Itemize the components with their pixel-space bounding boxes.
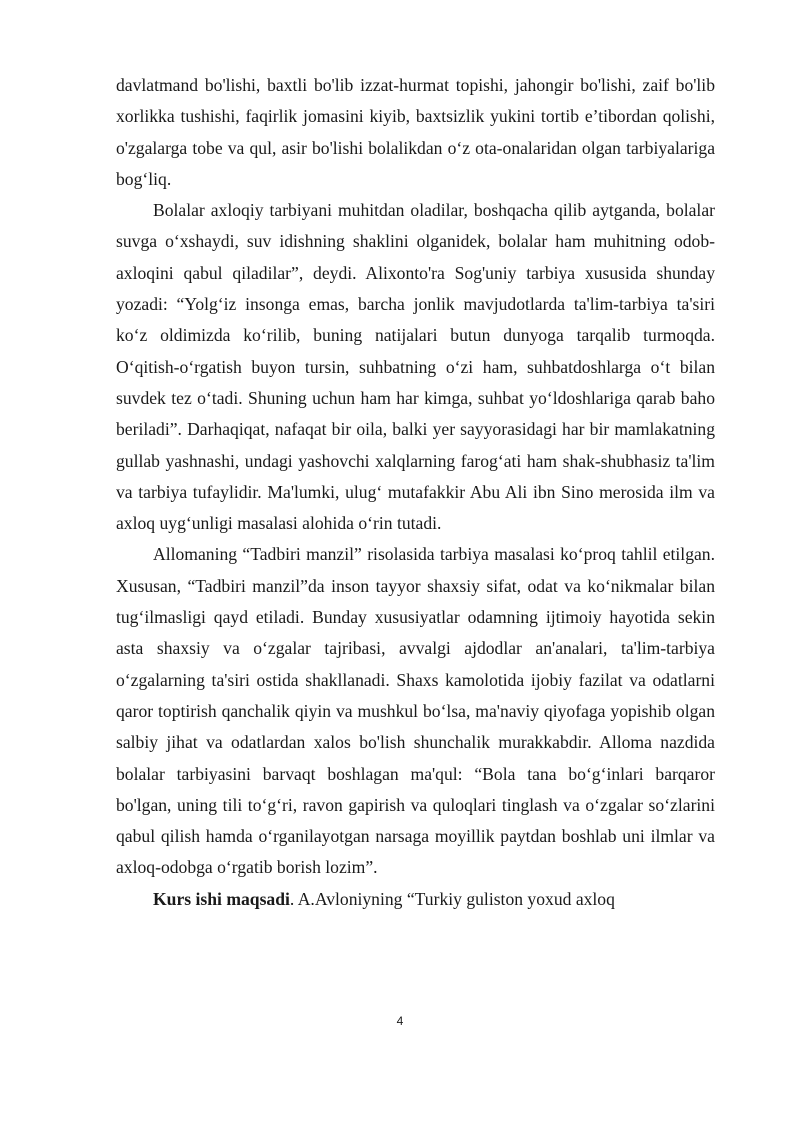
paragraph-tadbiri-manzil: Allomaning “Tadbiri manzil” risolasida tarbiya masalasi ko‘proq tahlil etilgan. Xususan, “Tadbiri manzil”da inson tayyor shaxsiy sifat, odat va ko‘nikmalar bilan tug‘ilmasligi qayd etiladi. Bunday xususiyatlar odamning ijtimoiy hayotida sekin asta shaxsiy va o‘zgalar tajribasi, avvalgi ajdodlar an'analari, ta'lim-tarbiya o‘zgalarning ta'siri ostida shakllanadi. Shaxs kamolotida ijobiy fazilat va odatlarni qaror toptirish qanchalik qiyin va mushkul bo‘lsa, ma'naviy qiyofaga yopishib olgan salbiy jihat va odatlardan xalos bo'lish shunchalik murakkabdir. Alloma nazdida bolalar tarbiyasini barvaqt boshlagan ma'qul: “Bola tana bo‘g‘inlari barqaror bo'lgan, uning tili to‘g‘ri, ravon gapirish va quloqlari tinglash va o‘zgalar so‘zlarini qabul qilish hamda o‘rganilayotgan narsaga moyillik paytdan boshlab uni ilmlar va axloq-odobga o‘rgatib borish lozim”. xyxy=(116,544,715,878)
paragraph-continuation: davlatmand bo'lishi, baxtli bo'lib izzat-hurmat topishi, jahongir bo'lishi, zaif bo'lib xorlikka tushishi, faqirlik jomasini kiyib, baxtsizlik yukini tortib e’tibordan qolishi, o'zgalarga tobe va qul, asir bo'lishi bolalikdan o‘z ota-onalaridan olgan tarbiyalariga bog‘liq. xyxy=(116,75,715,189)
page-number: 4 xyxy=(396,1014,404,1028)
paragraph-kurs-ishi-maqsadi xyxy=(116,884,715,915)
body-text xyxy=(116,70,715,915)
paragraph-axloqiy-tarbiya: Bolalar axloqiy tarbiyani muhitdan oladilar, boshqacha qilib aytganda, bolalar suvga o‘xshaydi, suv idishning shaklini olganidek, bolalar ham muhitning odob-axloqini qabul qiladilar”, deydi. Alixonto'ra Sog'uniy tarbiya xususida shunday yozadi: “Yolg‘iz insonga emas, barcha jonlik mavjudotlarda ta'lim-tarbiya ta'siri ko‘z oldimizda ko‘rilib, buning natijalari butun dunyoga tarqalib turmoqda. O‘qitish-o‘rgatish buyon tursin, suhbatning o‘zi ham, suhbatdoshlarga o‘t bilan suvdek tez o‘tadi. Shuning uchun ham har kimga, suhbat yo‘ldoshlariga qarab baho beriladi”. Darhaqiqat, nafaqat bir oila, balki yer sayyorasidagi har bir mamlakatning gullab yashnashi, undagi yashovchi xalqlarning farog‘ati ham shak-shubhasiz ta'lim va tarbiya tufaylidir. Ma'lumki, ulug‘ mutafakkir Abu Ali ibn Sino merosida ilm va axloq uyg‘unligi masalasi alohida o‘rin tutadi. xyxy=(116,200,715,534)
kurs-ishi-maqsadi-heading: Kurs ishi maqsadi xyxy=(153,888,290,909)
kurs-ishi-maqsadi-text: . A.Avloniyning “Turkiy guliston yoxud axloq xyxy=(289,888,615,909)
